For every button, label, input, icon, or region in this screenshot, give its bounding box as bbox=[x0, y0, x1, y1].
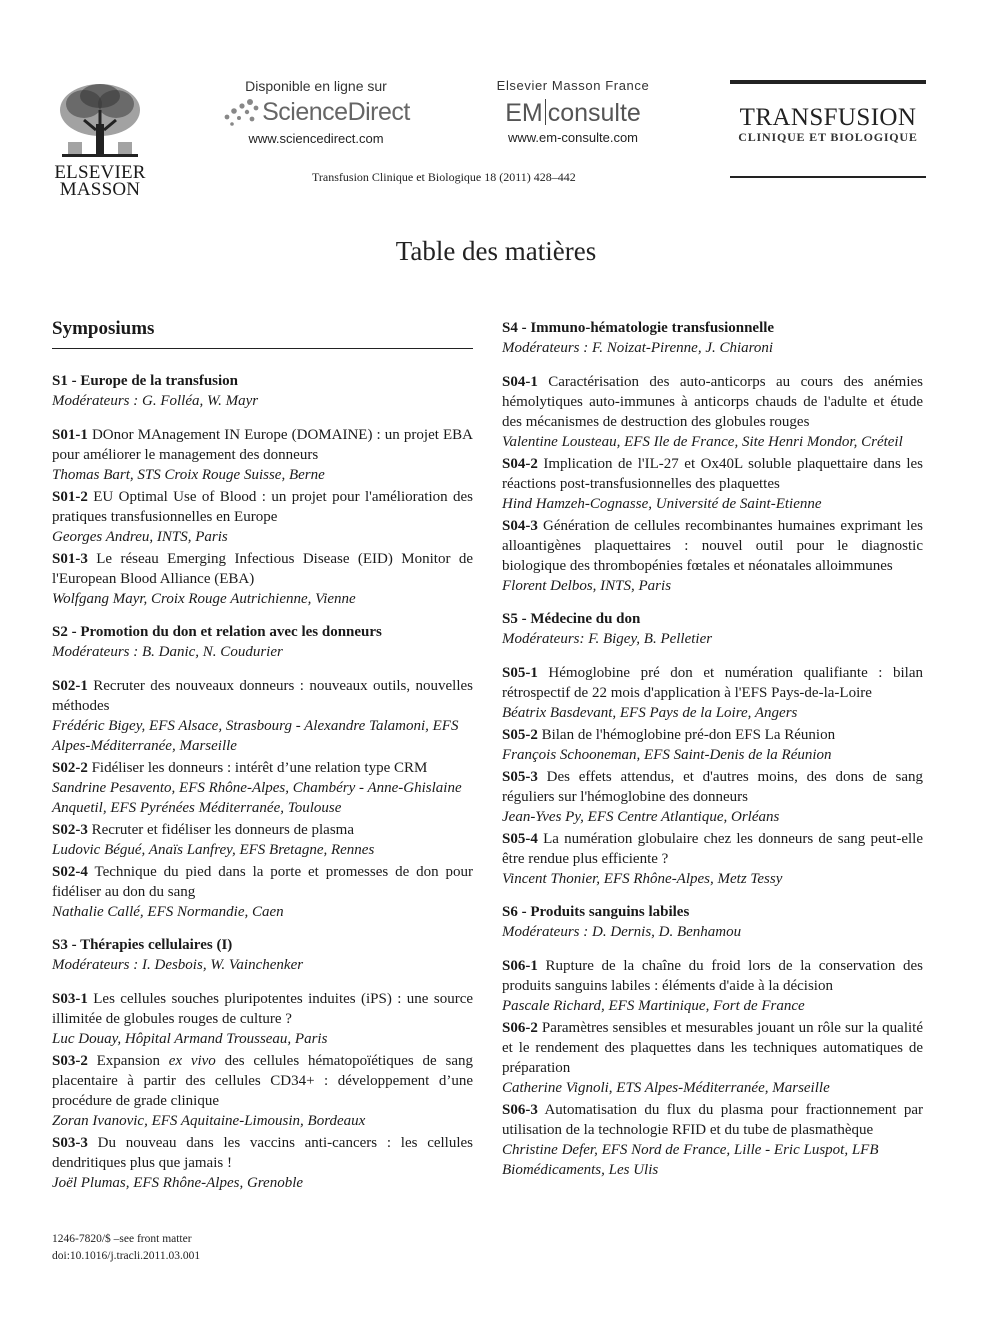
abstract-code: S03-1 bbox=[52, 991, 88, 1007]
abstract-code: S05-2 bbox=[502, 727, 538, 743]
abstract-s04-3[interactable] bbox=[502, 516, 923, 596]
abstract-authors: Nathalie Callé, EFS Normandie, Caen bbox=[52, 904, 284, 920]
abstract-authors: Sandrine Pesavento, EFS Rhône-Alpes, Chambéry - Anne-Ghislaine Anquetil, EFS Pyrénées Méditerranée, Toulouse bbox=[52, 780, 462, 816]
emconsulte-publisher: Elsevier Masson France bbox=[496, 78, 650, 93]
abstract-code: S01-3 bbox=[52, 551, 88, 567]
emconsulte-logo[interactable] bbox=[478, 98, 668, 128]
emconsulte-separator bbox=[545, 99, 546, 125]
abstract-s01-3[interactable] bbox=[52, 549, 473, 609]
left-column bbox=[52, 318, 473, 1206]
abstract-code: S06-3 bbox=[502, 1102, 538, 1118]
abstract-s05-3[interactable] bbox=[502, 767, 923, 827]
section-title: S4 - Immuno-hématologie transfusionnelle bbox=[502, 320, 775, 336]
section-s5 bbox=[502, 609, 923, 889]
section-moderators: Modérateurs : B. Danic, N. Coudurier bbox=[52, 644, 283, 660]
sciencedirect-url[interactable]: www.sciencedirect.com bbox=[248, 131, 384, 146]
abstract-authors: Hind Hamzeh-Cognasse, Université de Saint-Etienne bbox=[502, 496, 822, 512]
section-moderators: Modérateurs: F. Bigey, B. Pelletier bbox=[502, 631, 713, 647]
abstract-code: S06-1 bbox=[502, 958, 538, 974]
abstract-title: Recruter des nouveaux donneurs : nouveaux outils, nouvelles méthodes bbox=[52, 678, 474, 714]
abstract-code: S04-3 bbox=[502, 518, 538, 534]
elsevier-masson-logo bbox=[50, 80, 150, 198]
emconsulte-block bbox=[478, 78, 668, 145]
section-title: S6 - Produits sanguins labiles bbox=[502, 904, 690, 920]
abstract-title-end: des cellules hématopoïétiques de sang placentaire à partir des cellules CD34+ : développement d’une procédure de grade clinique bbox=[52, 1053, 473, 1109]
sciencedirect-brand: ScienceDirect bbox=[262, 97, 410, 126]
abstract-title: Automatisation du flux du plasma pour fractionnement par utilisation de la technologie RFID et du tube de plasmathèque bbox=[502, 1102, 923, 1138]
abstract-authors: Valentine Lousteau, EFS Ile de France, Site Henri Mondor, Créteil bbox=[502, 434, 903, 450]
abstract-title: Recruter et fidéliser les donneurs de plasma bbox=[91, 822, 354, 838]
symposiums-heading: Symposiums bbox=[52, 318, 473, 349]
abstract-authors: Jean-Yves Py, EFS Centre Atlantique, Orléans bbox=[502, 809, 780, 825]
section-title: S2 - Promotion du don et relation avec les donneurs bbox=[52, 624, 382, 640]
emconsulte-brand-right: consulte bbox=[547, 99, 641, 127]
abstract-title-italic: ex vivo bbox=[168, 1053, 216, 1069]
abstract-code: S06-2 bbox=[502, 1020, 538, 1036]
page-title: Table des matières bbox=[395, 236, 597, 266]
abstract-code: S05-3 bbox=[502, 769, 538, 785]
abstract-s02-3[interactable] bbox=[52, 820, 473, 860]
abstract-code: S01-1 bbox=[52, 427, 88, 443]
abstract-title: Technique du pied dans la porte et promesses de don pour fidéliser au don du sang bbox=[52, 864, 473, 900]
section-title: S3 - Thérapies cellulaires (I) bbox=[52, 937, 233, 953]
journal-logo-rule-bottom bbox=[730, 176, 926, 178]
journal-name-line2: CLINIQUE ET BIOLOGIQUE bbox=[738, 130, 918, 144]
abstract-title: Hémoglobine pré don et numération qualifiante : bilan rétrospectif de 22 mois d'application à l'EFS Pays-de-la-Loire bbox=[502, 665, 924, 701]
right-column bbox=[502, 318, 923, 1193]
section-s4 bbox=[502, 318, 923, 596]
abstract-code: S05-1 bbox=[502, 665, 538, 681]
section-moderators: Modérateurs : G. Folléa, W. Mayr bbox=[52, 393, 259, 409]
abstract-s05-4[interactable] bbox=[502, 829, 923, 889]
section-s2 bbox=[52, 622, 473, 922]
abstract-code: S04-1 bbox=[502, 374, 538, 390]
abstract-title: Les cellules souches pluripotentes induites (iPS) : une source illimitée de globules rouges de culture ? bbox=[52, 991, 474, 1027]
abstract-s02-1[interactable] bbox=[52, 676, 473, 756]
publisher-logo-text: ELSEVIER MASSON bbox=[54, 162, 146, 200]
page-header bbox=[0, 0, 992, 200]
abstract-s03-2[interactable] bbox=[52, 1051, 473, 1131]
section-s6 bbox=[502, 902, 923, 1180]
abstract-authors: Vincent Thonier, EFS Rhône-Alpes, Metz Tessy bbox=[502, 871, 783, 887]
elsevier-tree-icon bbox=[54, 80, 146, 164]
abstract-authors: Joël Plumas, EFS Rhône-Alpes, Grenoble bbox=[52, 1175, 304, 1191]
abstract-title: Génération de cellules recombinantes humaines exprimant les alloantigènes plaquettaires : nouvel outil pour le diagnostic biologique des thrombopénies fœtales et néonatales alloimmunes bbox=[502, 518, 924, 574]
section-title: S1 - Europe de la transfusion bbox=[52, 373, 239, 389]
abstract-code: S02-1 bbox=[52, 678, 88, 694]
sciencedirect-block bbox=[216, 78, 416, 146]
page-footer bbox=[52, 1231, 200, 1265]
abstract-code: S03-2 bbox=[52, 1053, 88, 1069]
abstract-authors: Georges Andreu, INTS, Paris bbox=[52, 529, 228, 545]
abstract-title: La numération globulaire chez les donneurs de sang peut-elle être rendue plus efficiente ? bbox=[502, 831, 923, 867]
abstract-code: S04-2 bbox=[502, 456, 538, 472]
journal-name-line1: TRANSFUSION bbox=[739, 104, 917, 131]
journal-logo bbox=[730, 80, 926, 178]
abstract-code: S05-4 bbox=[502, 831, 538, 847]
abstract-authors: Thomas Bart, STS Croix Rouge Suisse, Berne bbox=[52, 467, 325, 483]
abstract-title: Caractérisation des auto-anticorps au cours des anémies hémolytiques auto-immunes à anticorps chauds de l'adulte et étude des mécanismes de destruction des globules rouges bbox=[502, 374, 923, 430]
section-s1 bbox=[52, 371, 473, 609]
abstract-s04-1[interactable] bbox=[502, 372, 923, 452]
section-moderators: Modérateurs : D. Dernis, D. Benhamou bbox=[502, 924, 742, 940]
abstract-title: Implication de l'IL-27 et Ox40L soluble plaquettaire dans les réactions post-transfusionnelles des plaquettes bbox=[502, 456, 923, 492]
abstract-authors: Frédéric Bigey, EFS Alsace, Strasbourg - Alexandre Talamoni, EFS Alpes-Méditerranée, Marseille bbox=[52, 718, 459, 754]
abstract-s06-1[interactable] bbox=[502, 956, 923, 1016]
abstract-s03-1[interactable] bbox=[52, 989, 473, 1049]
abstract-code: S02-2 bbox=[52, 760, 88, 776]
abstract-s05-2[interactable] bbox=[502, 725, 923, 765]
journal-citation: Transfusion Clinique et Biologique 18 (2011) 428–442 bbox=[312, 170, 576, 184]
abstract-code: S02-4 bbox=[52, 864, 88, 880]
abstract-authors: Zoran Ivanovic, EFS Aquitaine-Limousin, Bordeaux bbox=[52, 1113, 366, 1129]
emconsulte-brand-left: EM bbox=[505, 99, 543, 127]
abstract-title: Des effets attendus, et d'autres moins, des dons de sang réguliers sur l'hémoglobine des donneurs bbox=[502, 769, 923, 805]
abstract-s02-2[interactable] bbox=[52, 758, 473, 818]
section-s3 bbox=[52, 935, 473, 1193]
abstract-title: DOnor MAnagement IN Europe (DOMAINE) : un projet EBA pour améliorer le management des donneurs bbox=[52, 427, 473, 463]
sciencedirect-logo[interactable] bbox=[216, 97, 416, 127]
abstract-authors: Christine Defer, EFS Nord de France, Lille - Eric Luspot, LFB Biomédicaments, Les Ulis bbox=[502, 1142, 879, 1178]
abstract-authors: Béatrix Basdevant, EFS Pays de la Loire, Angers bbox=[502, 705, 798, 721]
section-moderators: Modérateurs : F. Noizat-Pirenne, J. Chiaroni bbox=[502, 340, 774, 356]
abstract-s05-1[interactable] bbox=[502, 663, 923, 723]
abstract-code: S02-3 bbox=[52, 822, 88, 838]
abstract-title: Fidéliser les donneurs : intérêt d’une relation type CRM bbox=[91, 760, 428, 776]
abstract-authors: Ludovic Bégué, Anaïs Lanfrey, EFS Bretagne, Rennes bbox=[52, 842, 375, 858]
section-moderators: Modérateurs : I. Desbois, W. Vainchenker bbox=[52, 957, 304, 973]
abstract-code: S03-3 bbox=[52, 1135, 88, 1151]
abstract-s01-1[interactable] bbox=[52, 425, 473, 485]
abstract-s03-3[interactable] bbox=[52, 1133, 473, 1193]
abstract-s06-3[interactable] bbox=[502, 1100, 923, 1180]
abstract-title: Du nouveau dans les vaccins anti-cancers : les cellules dendritiques plus que jamais ! bbox=[52, 1135, 474, 1171]
abstract-title: Le réseau Emerging Infectious Disease (EID) Monitor de l'European Blood Alliance (EBA) bbox=[52, 551, 474, 587]
sciencedirect-available-label: Disponible en ligne sur bbox=[245, 78, 387, 94]
abstract-s01-2[interactable] bbox=[52, 487, 473, 547]
abstract-authors: Pascale Richard, EFS Martinique, Fort de France bbox=[502, 998, 805, 1014]
abstract-title: Bilan de l'hémoglobine pré-don EFS La Réunion bbox=[541, 727, 836, 743]
abstract-code: S01-2 bbox=[52, 489, 88, 505]
abstract-title: Paramètres sensibles et mesurables jouant un rôle sur la qualité et le rendement des plaquettes dans les techniques automatiques de préparation bbox=[502, 1020, 924, 1076]
abstract-authors: Wolfgang Mayr, Croix Rouge Autrichienne, Vienne bbox=[52, 591, 356, 607]
abstract-s02-4[interactable] bbox=[52, 862, 473, 922]
doi-line[interactable]: doi:10.1016/j.tracli.2011.03.001 bbox=[52, 1250, 201, 1262]
issn-line: 1246-7820/$ –see front matter bbox=[52, 1233, 192, 1245]
abstract-authors: Luc Douay, Hôpital Armand Trousseau, Paris bbox=[52, 1031, 328, 1047]
emconsulte-url[interactable]: www.em-consulte.com bbox=[507, 130, 639, 145]
journal-logo-rule-top bbox=[730, 80, 926, 84]
abstract-s06-2[interactable] bbox=[502, 1018, 923, 1098]
abstract-title-start: Expansion bbox=[96, 1053, 169, 1069]
abstract-authors: Florent Delbos, INTS, Paris bbox=[502, 578, 672, 594]
abstract-title: EU Optimal Use of Blood : un projet pour l'amélioration des pratiques transfusionnelles en Europe bbox=[52, 489, 473, 525]
abstract-s04-2[interactable] bbox=[502, 454, 923, 514]
abstract-authors: François Schooneman, EFS Saint-Denis de la Réunion bbox=[502, 747, 832, 763]
abstract-authors: Catherine Vignoli, ETS Alpes-Méditerranée, Marseille bbox=[502, 1080, 830, 1096]
section-title: S5 - Médecine du don bbox=[502, 611, 641, 627]
abstract-title: Rupture de la chaîne du froid lors de la conservation des produits sanguins labiles : éléments d'aide à la décision bbox=[502, 958, 924, 994]
sciencedirect-dots-icon bbox=[222, 97, 262, 127]
